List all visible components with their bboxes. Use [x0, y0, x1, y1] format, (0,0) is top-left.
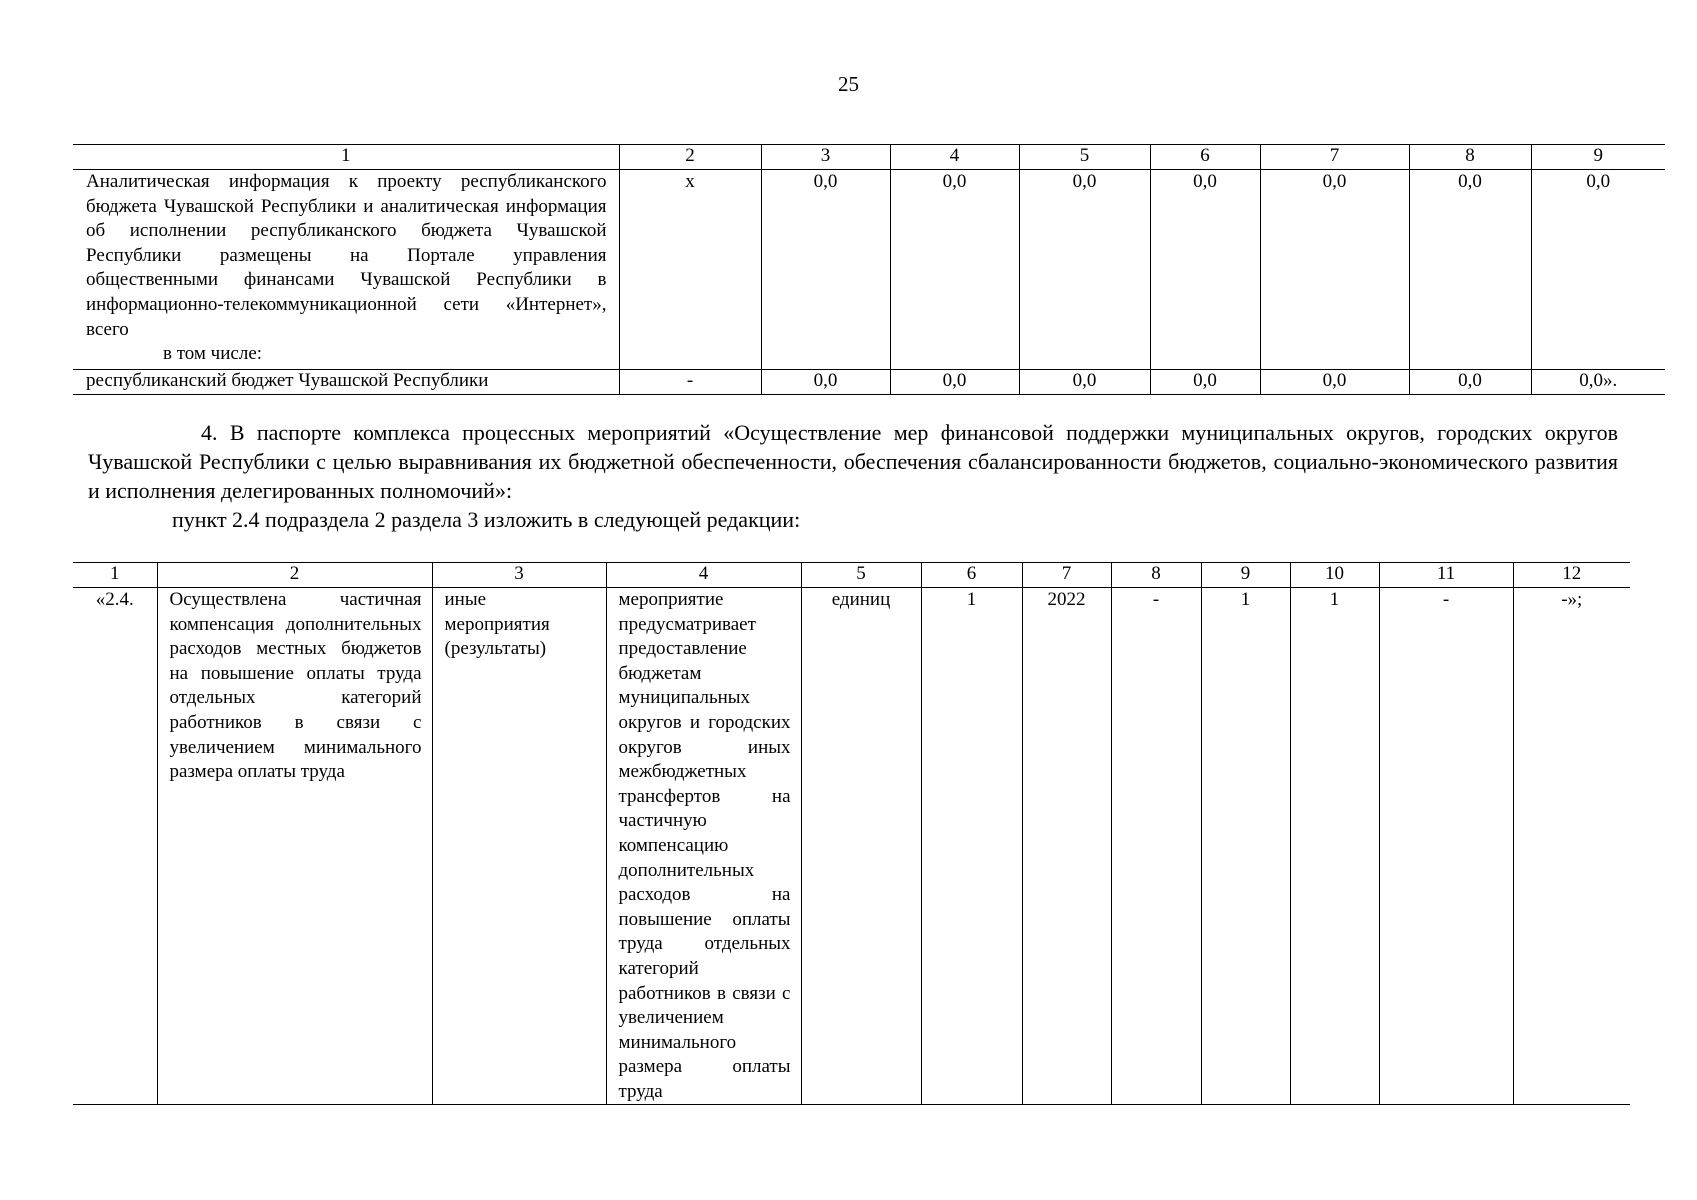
- result-description: Осуществлена частичная компенсация дополнительных расходов местных бюджетов на повышение оплаты труда отдельных категорий работников в связи с увеличением минимального размера оплаты труда: [157, 588, 432, 1105]
- table-cell: 0,0: [1409, 170, 1531, 370]
- column-number: 2: [619, 145, 761, 170]
- table-row: [73, 588, 1630, 1105]
- column-number: 1: [73, 145, 619, 170]
- column-number: 8: [1409, 145, 1531, 170]
- row-label: республиканский бюджет Чувашской Республики: [73, 370, 619, 395]
- row-label: [73, 170, 619, 370]
- table-cell: 0,0: [890, 170, 1019, 370]
- column-number: 4: [606, 563, 801, 588]
- table-cell: 0,0: [761, 170, 890, 370]
- column-number: 1: [73, 563, 157, 588]
- row-sublabel: в том числе:: [163, 343, 263, 365]
- table-cell: 0,0: [1260, 370, 1409, 395]
- table-cell: -: [619, 370, 761, 395]
- table-cell: 0,0: [890, 370, 1019, 395]
- column-number: 9: [1201, 563, 1290, 588]
- item-number: «2.4.: [73, 588, 157, 1105]
- page-number: 25: [838, 72, 859, 96]
- amendment-instruction: пункт 2.4 подраздела 2 раздела 3 изложить в следующей редакции:: [172, 507, 801, 532]
- table-cell: 0,0: [1019, 370, 1150, 395]
- result-type: иные мероприятия (результаты): [432, 588, 606, 1105]
- table-header-row: [73, 145, 1665, 170]
- column-number: 11: [1379, 563, 1513, 588]
- column-number: 10: [1290, 563, 1379, 588]
- column-number: 3: [761, 145, 890, 170]
- column-number: 7: [1260, 145, 1409, 170]
- table-header-row: [73, 563, 1630, 588]
- column-number: 6: [1150, 145, 1260, 170]
- table-cell: 0,0: [1260, 170, 1409, 370]
- measure-characteristic: мероприятие предусматривает предоставление бюджетам муниципальных округов и городских округов иных межбюджетных трансфертов на частичную компенсацию дополнительных расходов на повышение оплаты труда отдельных категорий работников в связи с увеличением минимального размера оплаты труда: [606, 588, 801, 1105]
- table-cell: 1: [1201, 588, 1290, 1105]
- table-cell: 1: [921, 588, 1022, 1105]
- column-number: 9: [1531, 145, 1665, 170]
- column-number: 6: [921, 563, 1022, 588]
- column-number: 7: [1022, 563, 1111, 588]
- table-row: [73, 170, 1665, 370]
- analytics-table: [73, 144, 1665, 395]
- table-cell: 0,0: [1531, 170, 1665, 370]
- column-number: 3: [432, 563, 606, 588]
- table-cell: 2022: [1022, 588, 1111, 1105]
- table-cell: 0,0: [761, 370, 890, 395]
- table-cell: -: [1379, 588, 1513, 1105]
- table-cell: 0,0».: [1531, 370, 1665, 395]
- table-cell: 0,0: [1019, 170, 1150, 370]
- table-cell: 1: [1290, 588, 1379, 1105]
- column-number: 4: [890, 145, 1019, 170]
- table-cell: -: [1111, 588, 1201, 1105]
- table-cell: 0,0: [1150, 170, 1260, 370]
- row-label-text: Аналитическая информация к проекту республиканского бюджета Чувашской Республики и аналитическая информация об исполнении республиканского бюджета Чувашской Республики размещены на Портале управления общественными финансами Чувашской Республики в информационно-телекоммуникационной сети «Интернет», всего: [86, 171, 607, 340]
- column-number: 5: [1019, 145, 1150, 170]
- column-number: 2: [157, 563, 432, 588]
- table-cell: 0,0: [1409, 370, 1531, 395]
- column-number: 8: [1111, 563, 1201, 588]
- column-number: 12: [1513, 563, 1630, 588]
- table-row: [73, 370, 1665, 395]
- column-number: 5: [801, 563, 921, 588]
- table-cell: 0,0: [1150, 370, 1260, 395]
- table-cell: х: [619, 170, 761, 370]
- unit-of-measure: единиц: [801, 588, 921, 1105]
- table-cell: -»;: [1513, 588, 1630, 1105]
- measures-table: [73, 562, 1630, 1105]
- amendment-paragraph: 4. В паспорте комплекса процессных мероприятий «Осуществление мер финансовой поддержки муниципальных округов, городских округов Чувашской Республики с целью выравнивания их бюджетной обеспеченности, обеспечения сбалансированности бюджетов, социально-экономического развития и исполнения делегированных полномочий»:: [88, 420, 1618, 503]
